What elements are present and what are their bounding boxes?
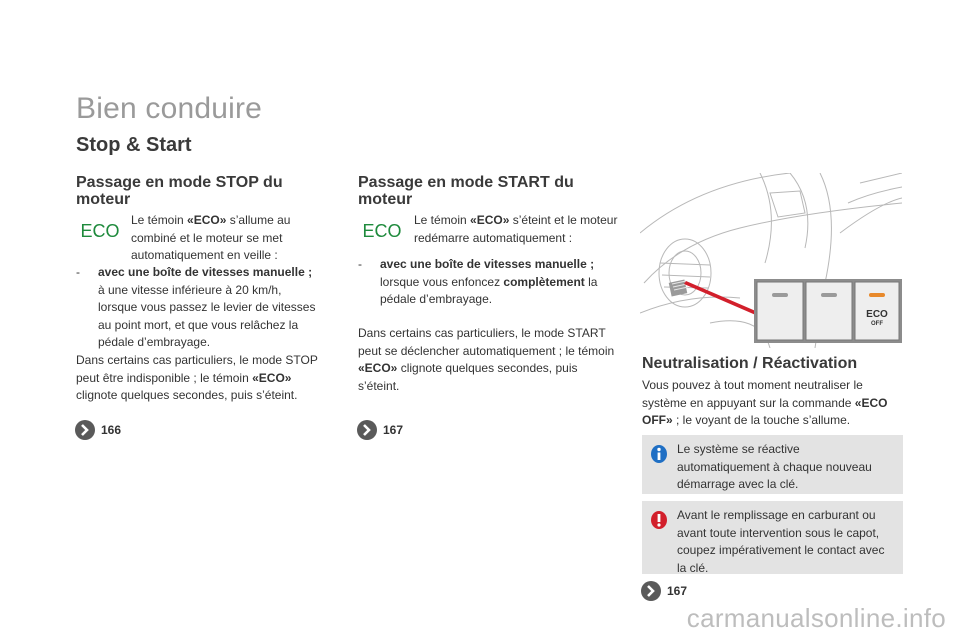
eco-button-label: ECO [866, 309, 888, 320]
bold-run: avec une boîte de vitesses manuelle ; [380, 257, 595, 271]
start-heading: Passage en mode START du moteur [358, 174, 574, 208]
page-ref-166[interactable] [75, 420, 121, 440]
text-run: la pédale d’embrayage. [380, 274, 598, 306]
eco-indicator-icon [78, 221, 122, 241]
stop-paragraph [76, 352, 326, 405]
eco-indicator-text: ECO [80, 221, 120, 241]
page-ref-number: 166 [101, 423, 122, 437]
info-note [642, 435, 903, 494]
text-run: lorsque vous enfoncez [380, 274, 504, 289]
eco-indicator-icon [360, 221, 404, 241]
eco-term: «ECO» [252, 370, 292, 385]
bullet-dash: - [76, 265, 80, 279]
chevron-right-icon [357, 420, 377, 440]
eco-term: «ECO» [187, 213, 227, 227]
text-run: s’allume au combiné et le moteur se met automatiquement en veille : [131, 213, 291, 262]
eco-term: «ECO» [470, 213, 510, 227]
neutral-heading: Neutralisation / Réactivation [642, 355, 858, 372]
text-run: à une vitesse inférieure à 20 km/h, lorsque vous passez le levier de vitesses au point mort, et que vous relâchez la pédale d’embrayage. [98, 282, 316, 349]
stop-heading: Passage en mode STOP du moteur [76, 174, 283, 208]
text-run: Le témoin [131, 213, 188, 227]
eco-indicator-text: ECO [362, 221, 402, 241]
chevron-right-icon [75, 420, 95, 440]
info-note-text: Le système se réactive automatiquement à chaque nouveau démarrage avec la clé. [677, 442, 872, 491]
stop-bullet [76, 264, 316, 352]
text-run: Le témoin [414, 213, 471, 227]
start-icon-intro [414, 212, 629, 247]
page-ref-167[interactable] [357, 420, 403, 440]
bold-run: avec une boîte de vitesses manuelle ; [98, 265, 313, 279]
text-run: Dans certains cas particuliers, le mode START peut se déclencher automatiquement ; le témoin [358, 326, 615, 358]
text-run: clignote quelques secondes, puis s’éteint. [76, 388, 298, 402]
stop-bullet-text [98, 264, 316, 352]
text-run: Vous pouvez à tout moment neutraliser le système en appuyant sur la commande [642, 378, 863, 410]
text-run: ; le voyant de la touche s’allume. [672, 413, 851, 427]
text-run: Dans certains cas particuliers, le mode STOP peut être indisponible ; le témoin [76, 353, 318, 385]
start-bullet-text [380, 256, 620, 309]
page-ref-167-b[interactable] [641, 581, 687, 601]
warning-note [642, 501, 903, 574]
start-bullet [358, 256, 620, 309]
bold-run: complètement [503, 274, 585, 289]
warning-note-text: Avant le remplissage en carburant ou avant toute intervention sous le capot, coupez impérativement le contact avec la clé. [677, 508, 885, 575]
eco-off-term: «ECO OFF» [642, 395, 888, 427]
warning-icon [651, 511, 667, 529]
page-ref-number: 167 [667, 584, 688, 598]
bullet-dash: - [358, 257, 362, 271]
watermark: carmanualsonline.info [686, 603, 946, 633]
eco-term: «ECO» [358, 361, 398, 375]
text-run: s’éteint et le moteur redémarre automatiquement : [414, 213, 618, 245]
neutral-paragraph [642, 377, 904, 430]
start-paragraph [358, 325, 620, 395]
section-title: Stop & Start [76, 134, 192, 156]
text-run: clignote quelques secondes, puis s’éteint. [358, 361, 578, 393]
chevron-right-icon [641, 581, 661, 601]
info-icon [651, 445, 667, 463]
page-title: Bien conduire [76, 92, 263, 125]
off-button-label: OFF [871, 321, 883, 327]
page-ref-number: 167 [383, 423, 404, 437]
dashboard-illustration [640, 173, 902, 348]
stop-icon-intro [131, 212, 311, 265]
